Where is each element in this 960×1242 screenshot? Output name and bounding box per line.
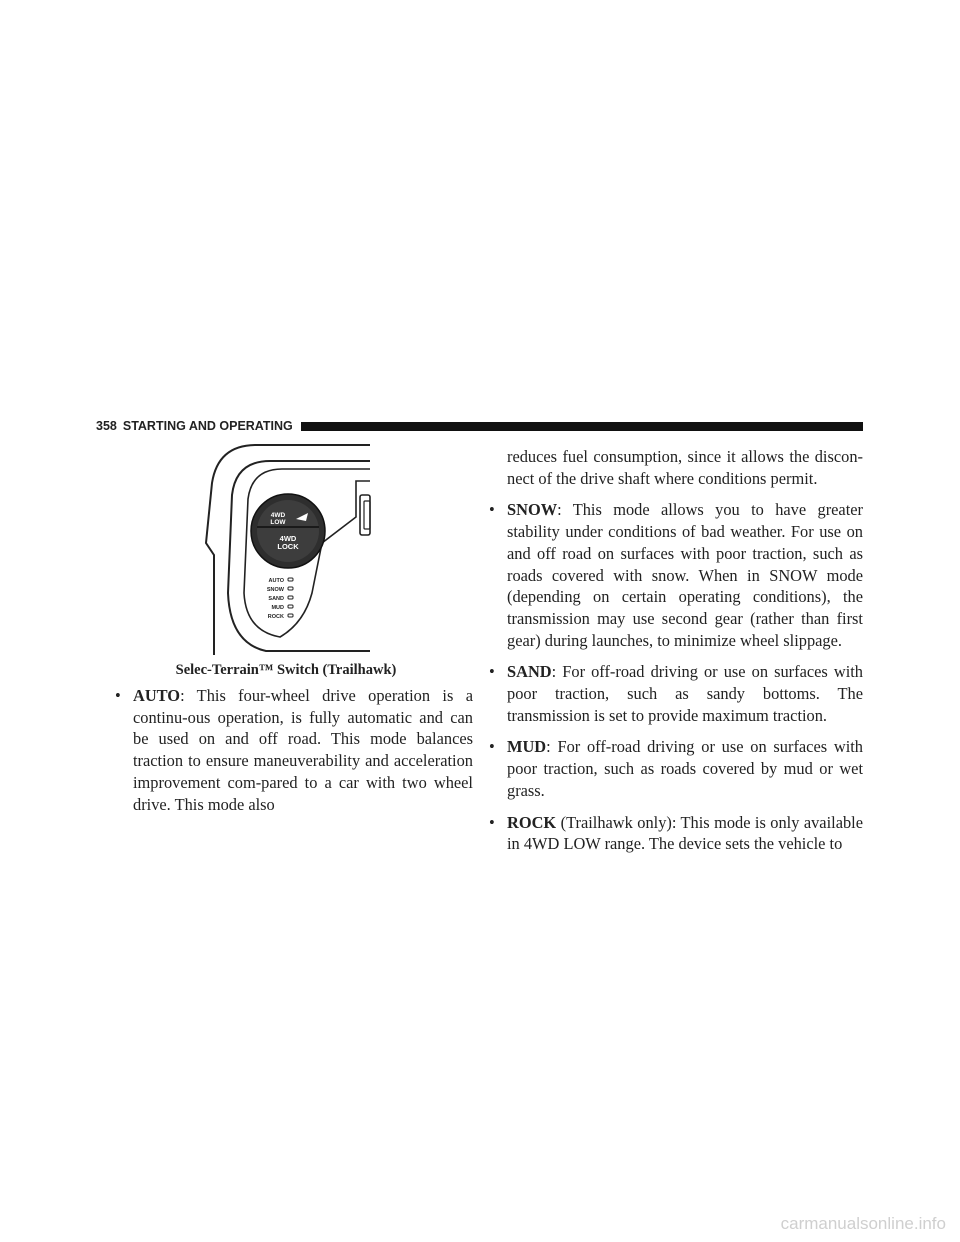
- section-title: STARTING AND OPERATING: [122, 419, 293, 433]
- mode-label-snow: SNOW: [266, 587, 284, 593]
- bullet-icon: •: [115, 686, 121, 705]
- term-auto: AUTO: [133, 686, 181, 705]
- mode-indicator-snow: [288, 587, 293, 590]
- knob-upper-label-line2: LOW: [270, 519, 286, 526]
- mode-indicator-rock: [288, 614, 293, 617]
- knob-upper-label-line1: 4WD: [270, 512, 286, 519]
- page-header: [96, 419, 863, 433]
- switch-drawing: [196, 443, 372, 655]
- text-snow: : This mode allows you to have greater stability under conditions of bad weather. For use on and off road on surfaces with poor traction, such as roads covered with snow. When in SNOW mode (depending on certain operating conditions), the transmission may use second gear (rather than first gear) during launches, to minimize wheel slippage.: [507, 500, 863, 650]
- bullet-icon: •: [489, 812, 495, 832]
- left-column: [115, 685, 473, 825]
- mode-label-rock: ROCK: [267, 614, 284, 620]
- term-snow: SNOW: [507, 500, 558, 520]
- figure-caption: Selec-Terrain™ Switch (Trailhawk): [175, 662, 397, 678]
- mode-indicator-mud: [288, 605, 293, 608]
- continued-paragraph: reduces fuel consumption, since it allows the discon-nect of the drive shaft where conditions permit.: [507, 447, 863, 488]
- mode-label-mud: MUD: [271, 605, 284, 611]
- knob-lower-label-line2: LOCK: [277, 542, 299, 551]
- bullet-icon: •: [489, 662, 495, 682]
- mode-label-auto: AUTO: [268, 578, 284, 584]
- text-sand: : For off-road driving or use on surfaces with poor traction, such as sandy bottoms. The transmission is set to provide maximum traction.: [507, 662, 863, 725]
- list-item-mud: [489, 736, 863, 801]
- bullet-icon: •: [489, 737, 495, 757]
- watermark: carmanualsonline.info: [780, 1214, 946, 1233]
- mode-label-sand: SAND: [268, 596, 284, 602]
- mode-indicator-sand: [288, 596, 293, 599]
- selec-terrain-switch-illustration: [196, 443, 372, 655]
- list-item-snow: [489, 499, 863, 651]
- knob-lower-label-line1: 4WD: [279, 534, 297, 543]
- bullet-icon: •: [489, 500, 495, 520]
- list-item-sand: [489, 661, 863, 726]
- header-rule: [301, 422, 863, 431]
- page-number: 358: [96, 419, 117, 433]
- mode-indicator-auto: [288, 578, 293, 581]
- text-rock: (Trailhawk only): This mode is only available in 4WD LOW range. The device sets the vehicle to: [507, 812, 863, 854]
- list-item-rock: [489, 812, 863, 855]
- text-mud: : For off-road driving or use on surfaces with poor traction, such as roads covered by mud or wet grass.: [507, 737, 863, 800]
- text-auto: : This four-wheel drive operation is a continu-ous operation, is fully automatic and can be used on and off road. This mode balances traction to ensure maneuverability and acceleration improvement com-pared to a car with two wheel drive. This mode also: [133, 686, 473, 814]
- term-sand: SAND: [507, 662, 552, 682]
- term-rock: ROCK: [507, 812, 557, 832]
- right-column: [489, 446, 863, 865]
- term-mud: MUD: [507, 737, 547, 757]
- list-item-auto: [115, 685, 473, 815]
